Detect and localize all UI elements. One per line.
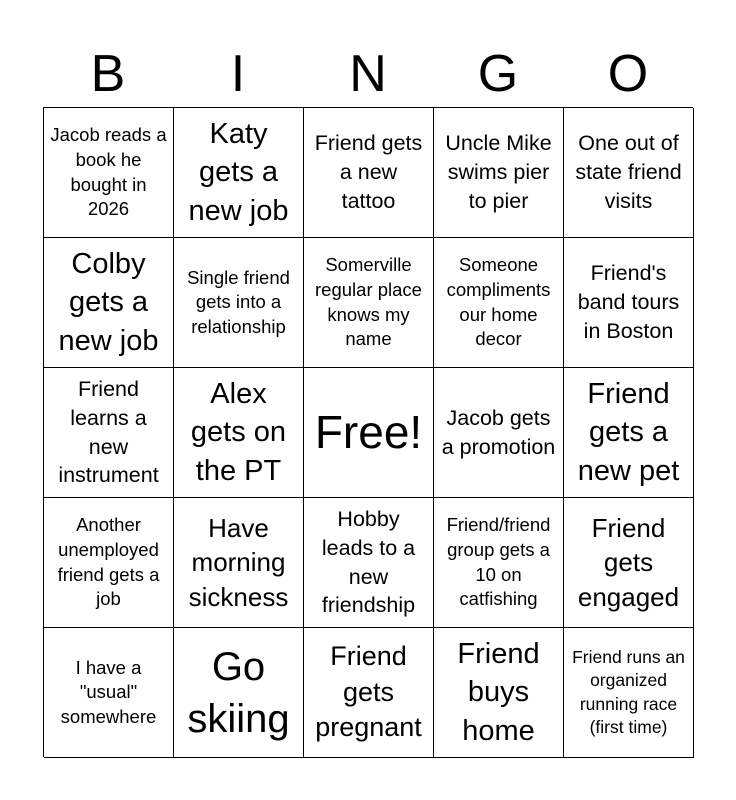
bingo-cell-r2-c3[interactable] xyxy=(304,238,434,368)
bingo-cell-text: Friend gets pregnant xyxy=(315,640,422,743)
bingo-cell-r5-c4[interactable] xyxy=(434,628,564,758)
bingo-header xyxy=(43,40,693,108)
bingo-cell-r1-c5[interactable] xyxy=(564,108,694,238)
bingo-cell-r5-c3[interactable] xyxy=(304,628,434,758)
bingo-board xyxy=(43,107,693,757)
bingo-cell-text: Friend gets a new tattoo xyxy=(314,131,423,213)
bingo-cell-r1-c4[interactable] xyxy=(434,108,564,238)
bingo-cell-r2-c2[interactable] xyxy=(174,238,304,368)
bingo-cell-r1-c3[interactable] xyxy=(304,108,434,238)
bingo-cell-r4-c4[interactable] xyxy=(434,498,564,628)
bingo-cell-text: Friend buys home xyxy=(457,637,540,747)
bingo-cell-text: I have a "usual" somewhere xyxy=(60,656,157,727)
header-letter-g: G xyxy=(477,45,519,103)
header-letter-i: I xyxy=(230,45,246,103)
bingo-cell-free[interactable] xyxy=(304,368,434,498)
bingo-cell-text: Alex gets on the PT xyxy=(190,377,287,487)
bingo-cell-text: Have morning sickness xyxy=(188,512,289,612)
bingo-cell-r4-c1[interactable] xyxy=(44,498,174,628)
bingo-cell-r4-c3[interactable] xyxy=(304,498,434,628)
bingo-cell-r2-c5[interactable] xyxy=(564,238,694,368)
bingo-cell-text: Friend gets engaged xyxy=(577,512,680,612)
bingo-cell-text: Hobby leads to a new friendship xyxy=(321,506,416,618)
bingo-cell-text: Go skiing xyxy=(187,644,290,741)
bingo-cell-text: Single friend gets into a relationship xyxy=(187,266,290,337)
bingo-cell-r3-c5[interactable] xyxy=(564,368,694,498)
bingo-cell-r3-c1[interactable] xyxy=(44,368,174,498)
bingo-cell-text: Jacob reads a book he bought in 2026 xyxy=(50,124,167,220)
free-space-text: Free! xyxy=(314,405,423,458)
bingo-cell-text: Friend's band tours in Boston xyxy=(577,261,680,343)
bingo-cell-r5-c1[interactable] xyxy=(44,628,174,758)
header-letter-o: O xyxy=(607,45,649,103)
bingo-cell-text: Somerville regular place knows my name xyxy=(315,254,422,350)
bingo-cell-text: Friend runs an organized running race (first time) xyxy=(572,646,685,737)
bingo-cell-r3-c4[interactable] xyxy=(434,368,564,498)
bingo-cell-text: One out of state friend visits xyxy=(575,131,682,213)
bingo-cell-r5-c2[interactable] xyxy=(174,628,304,758)
bingo-cell-r3-c2[interactable] xyxy=(174,368,304,498)
bingo-cell-text: Friend/friend group gets a 10 on catfishing xyxy=(446,514,551,610)
header-letter-n: N xyxy=(349,45,387,103)
bingo-cell-r2-c1[interactable] xyxy=(44,238,174,368)
bingo-cell-text: Another unemployed friend gets a job xyxy=(57,514,160,610)
bingo-cell-text: Uncle Mike swims pier to pier xyxy=(445,131,552,213)
bingo-cell-text: Colby gets a new job xyxy=(58,247,159,357)
bingo-cell-r1-c2[interactable] xyxy=(174,108,304,238)
bingo-cell-text: Friend learns a new instrument xyxy=(58,376,159,488)
bingo-cell-r4-c2[interactable] xyxy=(174,498,304,628)
bingo-cell-r5-c5[interactable] xyxy=(564,628,694,758)
bingo-cell-r2-c4[interactable] xyxy=(434,238,564,368)
header-letter-b: B xyxy=(90,45,126,103)
bingo-cell-r1-c1[interactable] xyxy=(44,108,174,238)
bingo-cell-text: Katy gets a new job xyxy=(188,117,289,227)
bingo-cell-text: Friend gets a new pet xyxy=(577,377,680,487)
bingo-cell-text: Jacob gets a promotion xyxy=(441,405,556,459)
bingo-cell-text: Someone compliments our home decor xyxy=(446,254,551,350)
bingo-cell-r4-c5[interactable] xyxy=(564,498,694,628)
